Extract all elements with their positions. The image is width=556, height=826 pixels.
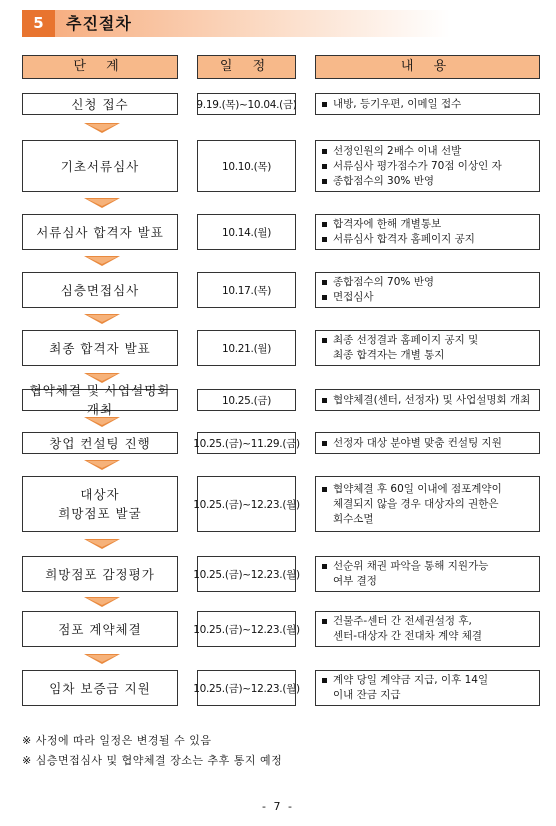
content-cell (315, 93, 540, 115)
bullet-item (322, 436, 535, 451)
square-bullet-icon (322, 487, 327, 492)
page-number: - 7 - (262, 800, 294, 813)
down-arrow-icon (84, 314, 120, 324)
square-bullet-icon (322, 164, 327, 169)
bullet-item (322, 673, 535, 688)
down-arrow-icon (84, 417, 120, 427)
bullet-text: 종합점수의 30% 반영 (333, 174, 435, 187)
step-cell (22, 214, 178, 250)
schedule-cell: 10.25.(금) (197, 389, 296, 411)
content-cell (315, 476, 540, 532)
content-cell (315, 389, 540, 411)
square-bullet-icon (322, 338, 327, 343)
bullet-item (322, 393, 535, 408)
step-label: 서류심사 합격자 발표 (36, 224, 164, 240)
column-header-content: 내 용 (315, 55, 540, 79)
content-cell (315, 330, 540, 366)
step-label: 점포 계약체결 (58, 621, 142, 637)
step-label: 기초서류심사 (60, 158, 140, 174)
step-cell (22, 140, 178, 192)
down-arrow-icon (84, 460, 120, 470)
step-label: 협약체결 및 사업설명회 개최 (29, 383, 171, 417)
square-bullet-icon (322, 564, 327, 569)
step-cell (22, 556, 178, 592)
schedule-cell: 10.10.(목) (197, 140, 296, 192)
bullet-text: 선정인원의 2배수 이내 선발 (333, 144, 462, 157)
bullet-text: 건물주-센터 간 전세권설정 후, (333, 615, 472, 627)
down-arrow-icon (84, 198, 120, 208)
step-cell (22, 330, 178, 366)
content-cell (315, 670, 540, 706)
column-header-schedule: 일 정 (197, 55, 296, 79)
step-label: 희망점포 발굴 (58, 506, 142, 521)
bullet-item (322, 97, 535, 112)
schedule-cell: 10.17.(목) (197, 272, 296, 308)
content-cell (315, 432, 540, 454)
bullet-item (322, 614, 535, 629)
bullet-text: 협약체결 후 60일 이내에 점포계약이 (333, 482, 502, 495)
step-cell (22, 432, 178, 454)
bullet-text: 내방, 등기우편, 이메일 접수 (333, 97, 462, 110)
step-cell (22, 476, 178, 532)
section-number: 5 (22, 10, 55, 37)
schedule-cell: 10.25.(금)~12.23.(월) (197, 670, 296, 706)
down-arrow-icon (84, 539, 120, 549)
bullet-item (322, 232, 535, 247)
bullet-text-continued: 최종 합격자는 개별 통지 (333, 349, 445, 361)
step-label: 신청 접수 (71, 96, 129, 112)
content-cell (315, 272, 540, 308)
step-label: 임차 보증금 지원 (49, 680, 151, 696)
bullet-item (322, 144, 535, 159)
down-arrow-icon (84, 597, 120, 607)
bullet-text-continued: 회수소멸 (333, 512, 374, 525)
bullet-item (322, 275, 535, 290)
bullet-item (322, 217, 535, 232)
section-title: 추진절차 (66, 14, 132, 33)
content-cell (315, 611, 540, 647)
bullet-text: 서류심사 평가점수가 70점 이상인 자 (333, 159, 502, 172)
down-arrow-icon (84, 654, 120, 664)
step-cell (22, 272, 178, 308)
schedule-cell: 10.25.(금)~12.23.(월) (197, 611, 296, 647)
content-cell (315, 214, 540, 250)
bullet-text: 합격자에 한해 개별통보 (333, 218, 442, 230)
bullet-text: 서류심사 합격자 홈페이지 공지 (333, 233, 475, 245)
step-label: 희망점포 감정평가 (45, 566, 155, 582)
step-label: 최종 합격자 발표 (49, 340, 151, 356)
step-cell (22, 383, 178, 417)
content-cell (315, 556, 540, 592)
bullet-item (322, 159, 535, 174)
square-bullet-icon (322, 678, 327, 683)
bullet-text-continued: 이내 잔금 지급 (333, 689, 401, 701)
bullet-text-continued: 센터-대상자 간 전대차 계약 체결 (333, 630, 482, 642)
bullet-text: 계약 당일 계약금 지급, 이후 14일 (333, 674, 489, 686)
bullet-text: 협약체결(센터, 선정자) 및 사업설명회 개최 (333, 393, 531, 406)
square-bullet-icon (322, 237, 327, 242)
schedule-cell: 10.14.(월) (197, 214, 296, 250)
down-arrow-icon (84, 256, 120, 266)
bullet-text-continued: 여부 결정 (333, 575, 377, 587)
bullet-item (322, 559, 535, 574)
bullet-text: 선정자 대상 분야별 맞춤 컨설팅 지원 (333, 436, 502, 449)
step-cell (22, 611, 178, 647)
note-venue-notice: ※ 심층면접심사 및 협약체결 장소는 추후 통지 예정 (22, 754, 283, 767)
step-label: 창업 컨설팅 진행 (49, 435, 151, 451)
square-bullet-icon (322, 222, 327, 227)
bullet-item (322, 482, 535, 497)
square-bullet-icon (322, 295, 327, 300)
square-bullet-icon (322, 280, 327, 285)
down-arrow-icon (84, 123, 120, 133)
square-bullet-icon (322, 398, 327, 403)
bullet-item (322, 333, 535, 348)
note-schedule-change: ※ 사정에 따라 일정은 변경될 수 있음 (22, 734, 212, 747)
schedule-cell: 10.21.(월) (197, 330, 296, 366)
bullet-item (322, 174, 535, 189)
schedule-cell: 9.19.(목)~10.04.(금) (197, 93, 296, 115)
schedule-cell: 10.25.(금)~12.23.(월) (197, 476, 296, 532)
bullet-text: 선순위 채권 파악을 통해 지원가능 (333, 560, 489, 572)
step-cell (22, 670, 178, 706)
step-label: 대상자 (80, 487, 120, 502)
bullet-text-continued: 체결되지 않을 경우 대상자의 권한은 (333, 497, 499, 510)
column-header-step: 단 계 (22, 55, 178, 79)
square-bullet-icon (322, 149, 327, 154)
content-cell (315, 140, 540, 192)
schedule-cell: 10.25.(금)~12.23.(월) (197, 556, 296, 592)
square-bullet-icon (322, 179, 327, 184)
section-header (22, 10, 450, 37)
square-bullet-icon (322, 102, 327, 107)
bullet-text: 최종 선정결과 홈페이지 공지 및 (333, 334, 479, 346)
bullet-text: 종합점수의 70% 반영 (333, 276, 435, 288)
step-cell (22, 93, 178, 115)
bullet-text: 면접심사 (333, 291, 374, 303)
square-bullet-icon (322, 619, 327, 624)
bullet-item (322, 290, 535, 305)
schedule-cell: 10.25.(금)~11.29.(금) (197, 432, 296, 454)
step-label: 심층면접심사 (60, 282, 140, 298)
square-bullet-icon (322, 441, 327, 446)
